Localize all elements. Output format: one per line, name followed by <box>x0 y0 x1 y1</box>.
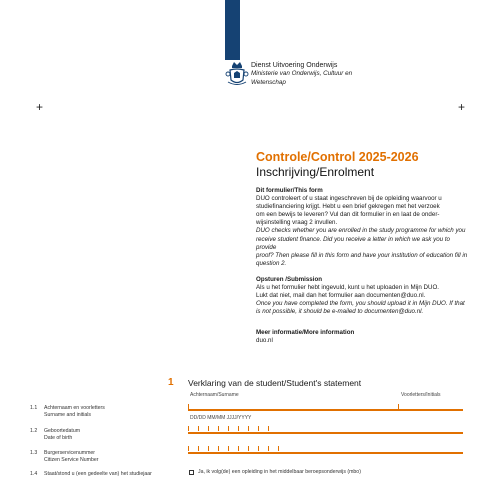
text-line: proof? Then please fill in this form and have your institution of education fill in <box>256 251 468 259</box>
question-title: Verklaring van de student/Student's statement <box>188 378 362 388</box>
row-number: 1.4 <box>30 471 38 477</box>
text-line: om een bewijs te leveren? Vul dan dit formulier in en laat de onder- <box>256 211 440 219</box>
text-line: question 2. <box>256 259 287 267</box>
option-mbo-label: Ja, ik volg(de) een opleiding in het middelbaar beroepsonderwijs (mbo) <box>198 469 361 475</box>
initials-label: Voorletters/Initials <box>401 392 441 398</box>
organisation-block <box>251 61 451 87</box>
field-tick <box>218 446 219 451</box>
field-tick <box>208 446 209 451</box>
row-label-nl: Achternaam en voorletters <box>44 405 105 411</box>
text-line: DUO checks whether you are enrolled in the study programme for which you <box>256 227 466 235</box>
bsn-input-line[interactable] <box>188 452 463 454</box>
field-tick <box>198 446 199 451</box>
ministry-line-2: Wetenschap <box>251 78 286 86</box>
field-tick <box>248 446 249 451</box>
text-line: Once you have completed the form, you should upload it in Mijn DUO. If that <box>256 300 465 308</box>
crown-crest-icon <box>224 60 250 88</box>
section-more-info <box>256 329 471 345</box>
row-label-nl: Geboortedatum <box>44 428 81 434</box>
row-number: 1.1 <box>30 405 38 411</box>
field-tick <box>188 426 189 431</box>
text-line: is not possible, it should be e-mailed to documenten@duo.nl. <box>256 308 424 316</box>
text-line: wijsinstelling vraag 2 invullen. <box>256 219 338 227</box>
field-tick <box>248 426 249 431</box>
row-number: 1.3 <box>30 450 38 456</box>
form-title-block <box>256 150 471 180</box>
row-number: 1.2 <box>30 428 38 434</box>
field-tick <box>268 446 269 451</box>
section-submission <box>256 276 471 316</box>
field-tick <box>208 426 209 431</box>
text-line: studiefinanciering krijgt. Hebt u een brief gekregen met het verzoek <box>256 203 440 211</box>
field-tick <box>218 426 219 431</box>
row-label-en: Date of birth <box>44 434 73 441</box>
section-heading: Opsturen /Submission <box>256 276 323 283</box>
form-title-code: Controle/Control 2025-2026 <box>256 150 419 164</box>
field-tick <box>238 426 239 431</box>
crop-mark-right-icon: + <box>458 100 466 114</box>
row-label-en: Citizen Service Number <box>44 456 99 463</box>
field-tick <box>228 426 229 431</box>
text-line: Lukt dat niet, mail dan het formulier aan documenten@duo.nl. <box>256 292 426 300</box>
field-tick <box>268 426 269 431</box>
field-tick <box>398 404 399 409</box>
row-label-nl: Staat/stond u (een gedeelte van) het studiejaar <box>44 471 152 477</box>
date-format-label: DD/DD MM/MM JJJJ/YYYY <box>190 415 252 421</box>
surname-input-line[interactable] <box>188 409 463 411</box>
section-this-form <box>256 187 471 268</box>
text-line: receive student finance. Did you receive a letter in which we ask you to provide <box>256 235 450 251</box>
option-mbo-checkbox[interactable] <box>189 470 194 475</box>
logo-bar <box>225 0 240 60</box>
ministry-line-1: Ministerie van Onderwijs, Cultuur en <box>251 70 353 77</box>
info-link[interactable]: duo.nl <box>256 337 273 345</box>
row-label <box>44 428 179 442</box>
crop-mark-left-icon: + <box>36 100 44 114</box>
row-label <box>44 471 179 478</box>
org-name: Dienst Uitvoering Onderwijs <box>251 62 338 69</box>
field-tick <box>258 446 259 451</box>
section-heading: Meer informatie/More information <box>256 329 355 336</box>
field-tick <box>228 446 229 451</box>
row-label <box>44 405 179 419</box>
row-label <box>44 450 179 464</box>
field-tick <box>238 446 239 451</box>
field-tick <box>198 426 199 431</box>
field-tick <box>258 426 259 431</box>
question-number: 1 <box>168 377 174 388</box>
section-heading: Dit formulier/This form <box>256 187 323 194</box>
row-label-nl: Burgerservicenummer <box>44 450 96 456</box>
field-tick <box>188 446 189 451</box>
text-line: Als u het formulier hebt ingevuld, kunt u het uploaden in Mijn DUO. <box>256 284 439 292</box>
text-line: DUO controleert of u staat ingeschreven bij de opleiding waarvoor u <box>256 195 442 203</box>
surname-label: Achternaam/Surname <box>190 392 239 398</box>
date-of-birth-input-line[interactable] <box>188 432 463 434</box>
field-tick <box>188 404 189 409</box>
row-label-en: Surname and initials <box>44 411 92 418</box>
form-title-name: Inschrijving/Enrolment <box>256 165 375 179</box>
field-tick <box>278 446 279 451</box>
